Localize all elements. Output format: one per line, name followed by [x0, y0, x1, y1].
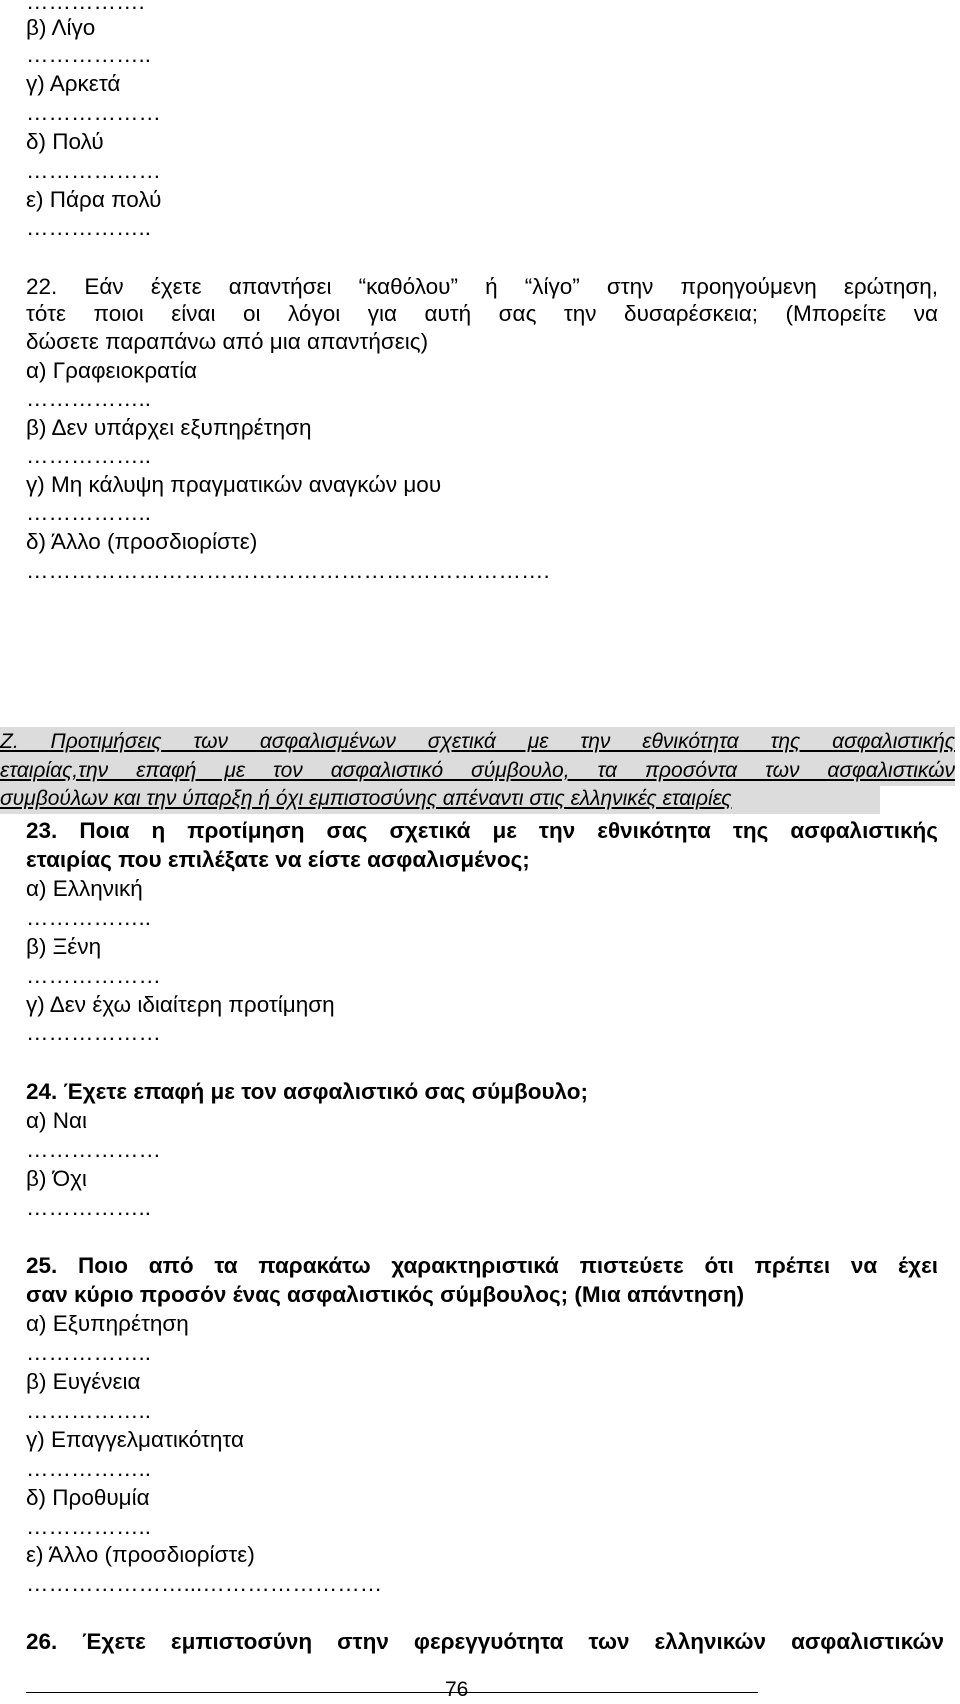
question-22-line-1: 22. Εάν έχετε απαντήσει “καθόλου” ή “λίγο” στην προηγούμενη ερώτηση, [26, 274, 938, 299]
option-b: β) Ευγένεια [26, 1369, 141, 1394]
answer-blank: …………….. [26, 1398, 152, 1423]
answer-blank: …………….. [26, 42, 152, 67]
answer-blank: …………….. [26, 1514, 152, 1539]
footer-rule [26, 1692, 758, 1693]
option-c: γ) Αρκετά [26, 71, 121, 96]
section-heading-line-2: εταιρίας,την επαφή με τον ασφαλιστικό σύμβουλο, τα προσόντα των ασφαλιστικών [0, 756, 955, 786]
option-b: β) Ξένη [26, 934, 102, 959]
option-d: δ) Πολύ [26, 129, 104, 154]
option-d: δ) Προθυμία [26, 1485, 150, 1510]
answer-blank: ……………… [26, 100, 161, 125]
answer-blank: ……………. [26, 0, 145, 14]
question-23-line-1: 23. Ποια η προτίμηση σας σχετικά με την εθνικότητα της ασφαλιστικής [26, 818, 938, 843]
answer-blank: …………….. [26, 905, 152, 930]
answer-blank: ……………… [26, 963, 161, 988]
option-c: γ) Επαγγελματικότητα [26, 1427, 245, 1452]
answer-blank: ……………… [26, 158, 161, 183]
answer-blank: ……………………………………………………………. [26, 558, 550, 583]
question-26-line-1: 26. Έχετε εμπιστοσύνη στην φερεγγυότητα των ελληνικών ασφαλιστικών [26, 1629, 944, 1654]
option-a: α) Γραφειοκρατία [26, 358, 198, 383]
answer-blank: …………….. [26, 500, 152, 525]
answer-blank: …………….. [26, 215, 152, 240]
answer-blank: …………….. [26, 386, 152, 411]
page-number: 76 [445, 1678, 469, 1701]
section-heading-line-1: Ζ. Προτιμήσεις των ασφαλισμένων σχετικά με την εθνικότητα της ασφαλιστικής [0, 727, 955, 757]
option-b: β) Λίγο [26, 15, 96, 40]
question-22-line-3: δώσετε παραπάνω από μια απαντήσεις) [26, 329, 429, 354]
option-b: β) Δεν υπάρχει εξυπηρέτηση [26, 415, 312, 440]
option-b: β) Όχι [26, 1166, 87, 1191]
option-d: δ) Άλλο (προσδιορίστε) [26, 529, 258, 554]
option-c: γ) Δεν έχω ιδιαίτερη προτίμηση [26, 992, 335, 1017]
answer-blank: …………….. [26, 1195, 152, 1220]
option-a: α) Εξυπηρέτηση [26, 1311, 189, 1336]
answer-blank: …………….. [26, 443, 152, 468]
question-23-line-2: εταιρίας που επιλέξατε να είστε ασφαλισμένος; [26, 847, 530, 872]
option-a: α) Ναι [26, 1108, 88, 1133]
option-c: γ) Μη κάλυψη πραγματικών αναγκών μου [26, 472, 442, 497]
question-25-line-2: σαν κύριο προσόν ένας ασφαλιστικός σύμβουλος; (Μια απάντηση) [26, 1282, 745, 1307]
question-22-line-2: τότε ποιοι είναι οι λόγοι για αυτή σας την δυσαρέσκεια; (Μπορείτε να [26, 301, 938, 326]
answer-blank: ……………… [26, 1020, 161, 1045]
option-e: ε) Πάρα πολύ [26, 187, 162, 212]
answer-blank: …………….. [26, 1340, 152, 1365]
answer-blank: …………………...…………………… [26, 1571, 383, 1596]
option-e: ε) Άλλο (προσδιορίστε) [26, 1542, 255, 1567]
question-25-line-1: 25. Ποιο από τα παρακάτω χαρακτηριστικά πιστεύετε ότι πρέπει να έχει [26, 1253, 938, 1278]
answer-blank: ……………… [26, 1137, 161, 1162]
question-24: 24. Έχετε επαφή με τον ασφαλιστικό σας σύμβουλο; [26, 1079, 589, 1104]
answer-blank: …………….. [26, 1456, 152, 1481]
section-heading-line-3: συμβούλων και την ύπαρξη ή όχι εμπιστοσύνης απέναντι στις ελληνικές εταιρίες [0, 784, 880, 814]
option-a: α) Ελληνική [26, 876, 143, 901]
